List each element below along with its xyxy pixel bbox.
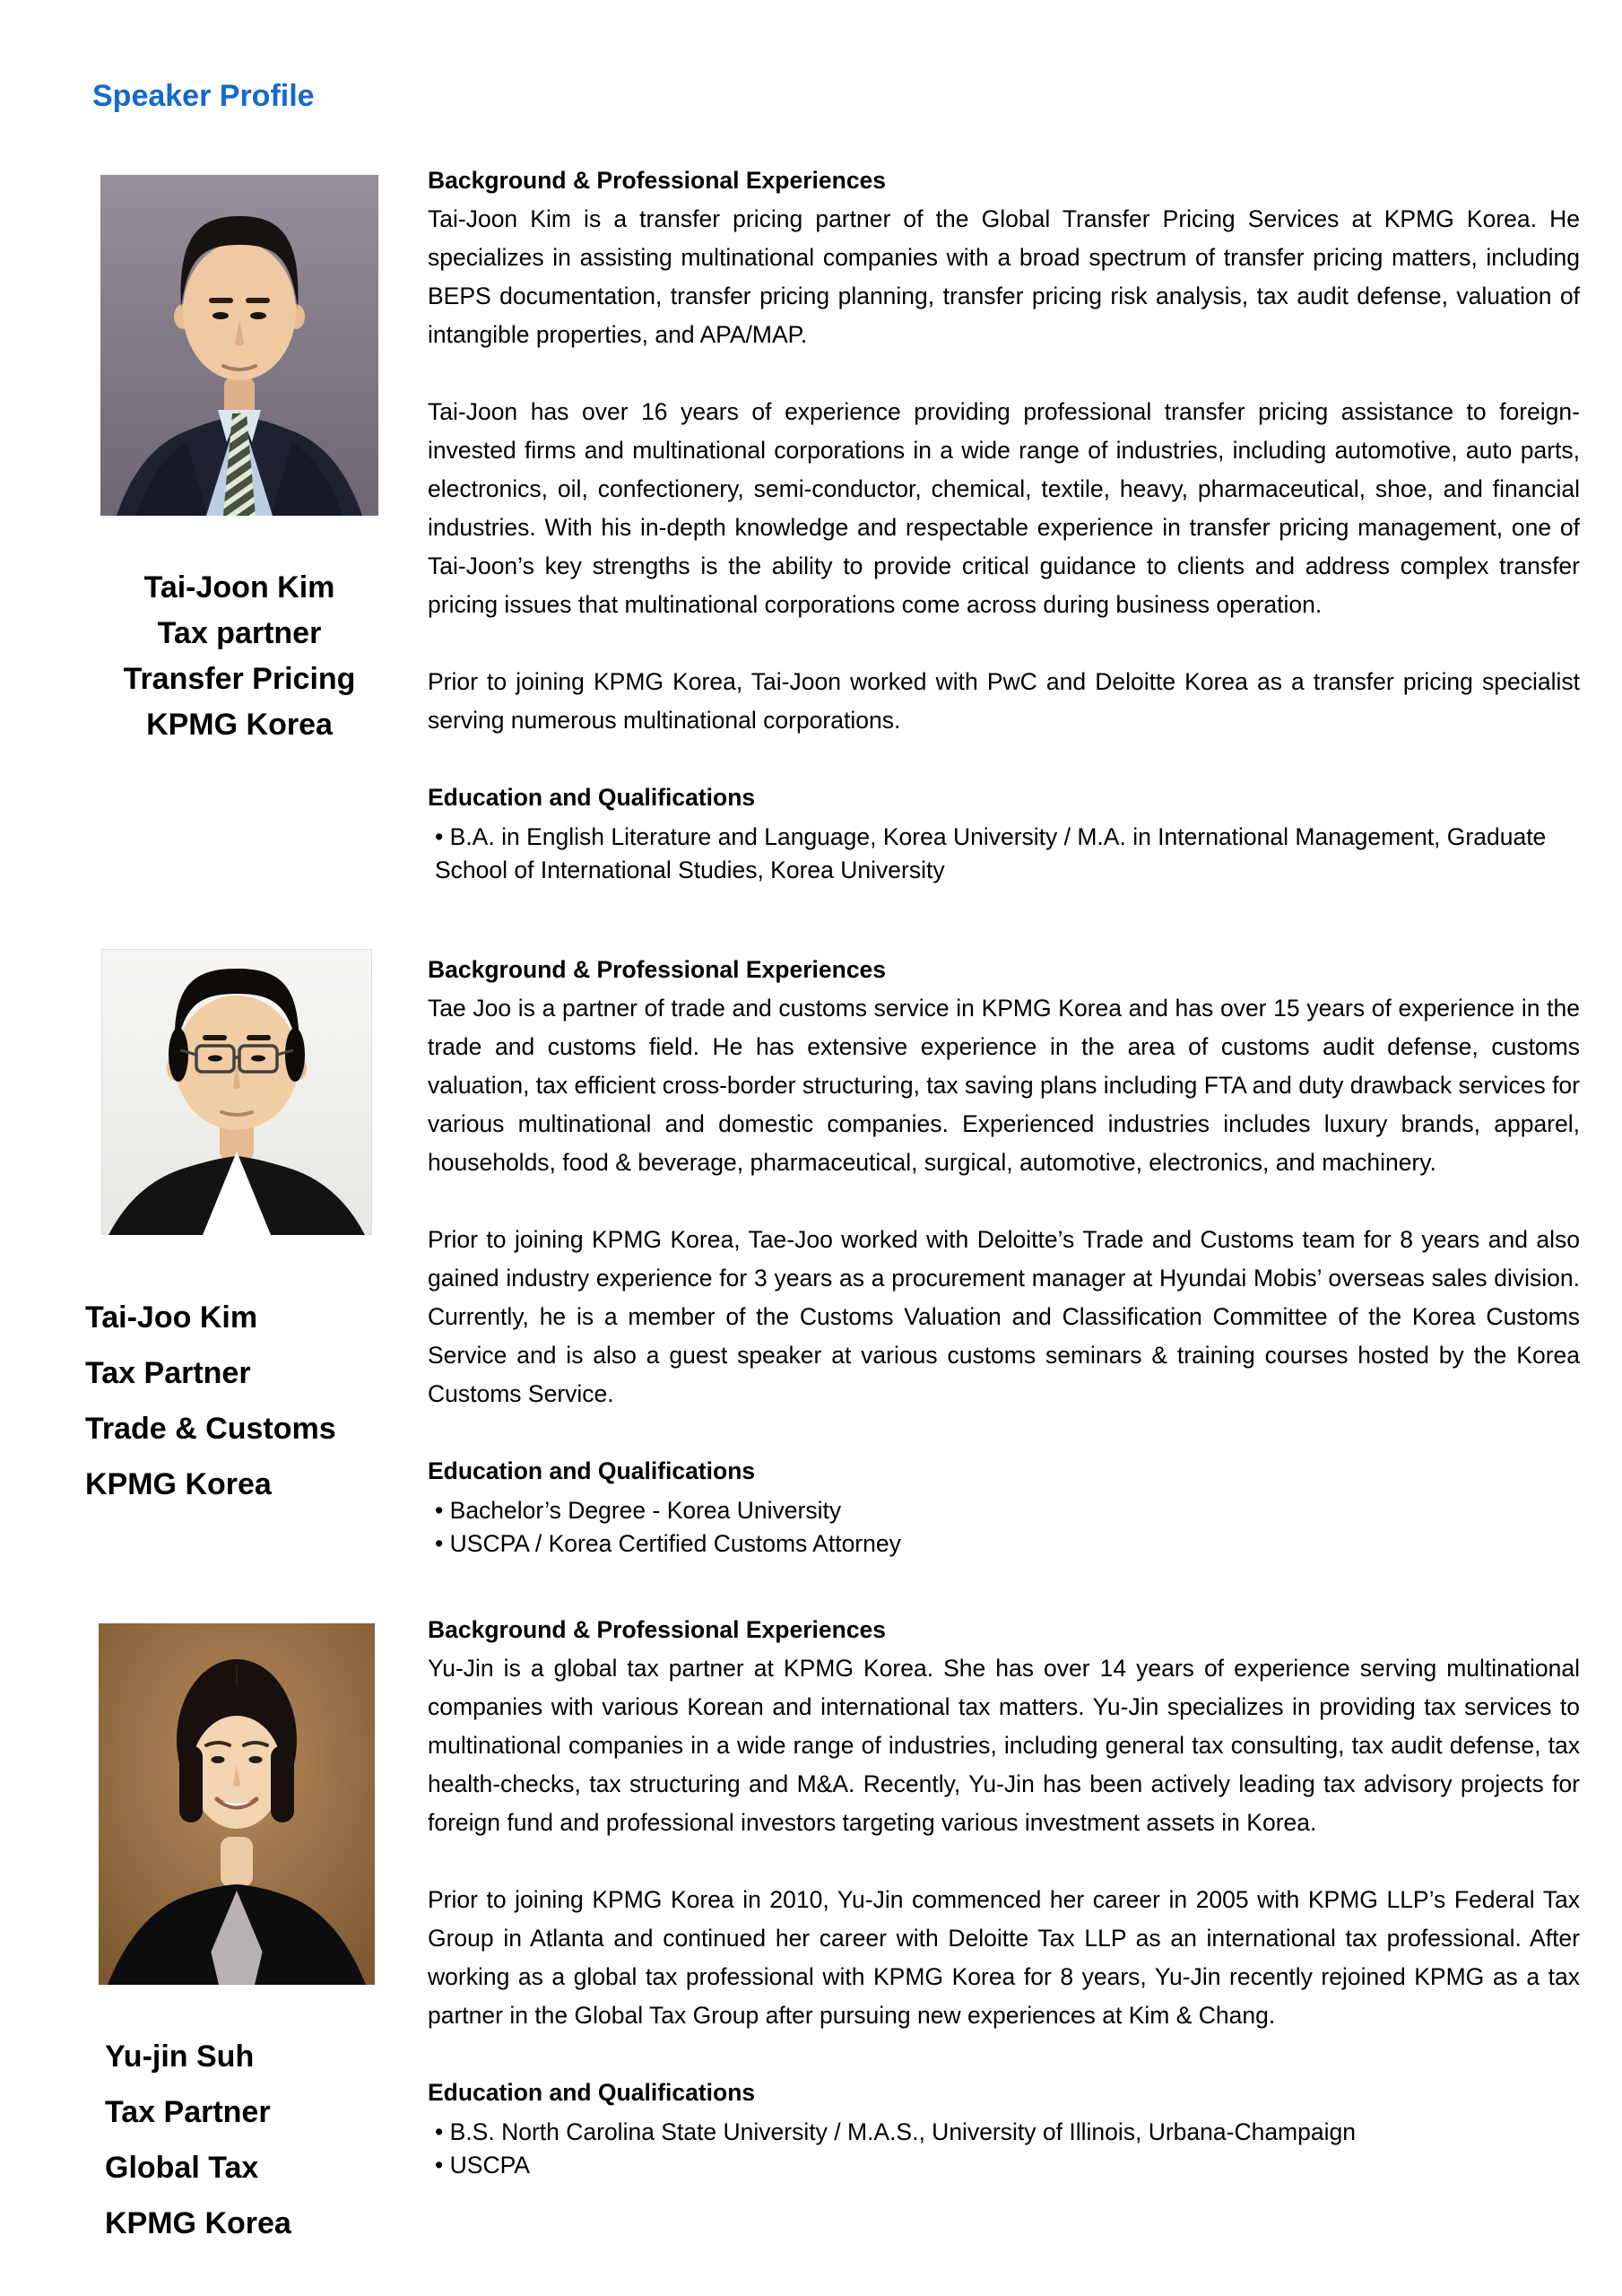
education-item: • USCPA / Korea Certified Customs Attorney (435, 1530, 901, 1557)
speaker-photo-yu-jin-suh (99, 1623, 375, 1985)
speaker-name-block-tai-joo-kim (85, 1290, 336, 1512)
portrait-woman-bob-hair (99, 1623, 375, 1985)
education-heading: Education and Qualifications (428, 1457, 756, 1484)
education-item: • B.S. North Carolina State University / M.A.S., University of Illinois, Urbana-Champaign (435, 2118, 1356, 2145)
speaker-title: Tax Partner (85, 1356, 251, 1390)
background-heading: Background & Professional Experiences (428, 167, 887, 194)
speaker-title: Tax partner (157, 616, 322, 650)
speaker-team: Global Tax (105, 2151, 259, 2185)
education-list (428, 821, 1580, 887)
education-item: • B.A. in English Literature and Language, Korea University / M.A. in International Management, Graduate School of International Studies, Korea University (435, 823, 1547, 883)
page-title: Speaker Profile (92, 79, 315, 113)
education-list (428, 2116, 1580, 2182)
background-paragraph: Tai-Joon Kim is a transfer pricing partner of the Global Transfer Pricing Services at KPMG Korea. He specializes in assisting multinational companies with a broad spectrum of transfer pricing matters, including BEPS documentation, transfer pricing planning, transfer pricing risk analysis, tax audit defense, valuation of intangible properties, and APA/MAP. (428, 205, 1580, 348)
speaker-name-block-yu-jin-suh (105, 2029, 291, 2251)
speaker-name-block-tai-joon-kim (100, 565, 378, 748)
speaker-name: Tai-Joo Kim (85, 1300, 258, 1335)
background-heading: Background & Professional Experiences (428, 1616, 887, 1643)
speaker-name: Tai-Joon Kim (143, 570, 335, 604)
portrait-man-striped-tie (100, 175, 378, 516)
speaker-team: Transfer Pricing (123, 662, 356, 696)
education-item: • Bachelor’s Degree - Korea University (435, 1497, 842, 1524)
speaker-photo-tai-joon-kim (100, 175, 378, 516)
speaker-title: Tax Partner (105, 2095, 271, 2129)
profile-text-tai-joo-kim (428, 951, 1580, 1561)
profile-text-tai-joon-kim (428, 161, 1580, 887)
background-paragraph: Prior to joining KPMG Korea in 2010, Yu-Jin commenced her career in 2005 with KPMG LLP’s Federal Tax Group in Atlanta and continued her career with Deloitte Tax LLP as an international tax professional. After working as a global tax professional with KPMG Korea for 8 years, Yu-Jin recently rejoined KPMG as a tax partner in the Global Tax Group after pursuing new experiences at Kim & Chang. (428, 1886, 1580, 2029)
education-heading: Education and Qualifications (428, 784, 756, 811)
speaker-team: Trade & Customs (85, 1412, 336, 1446)
background-heading: Background & Professional Experiences (428, 956, 887, 983)
speaker-company: KPMG Korea (146, 708, 333, 742)
portrait-man-glasses (101, 949, 372, 1235)
background-paragraph: Prior to joining KPMG Korea, Tae-Joo worked with Deloitte’s Trade and Customs team for 8 years and also gained industry experience for 3 years as a procurement manager at Hyundai Mobis’ overseas sales division. Currently, he is a member of the Customs Valuation and Classification Committee of the Korea Customs Service and is also a guest speaker at various customs seminars & training courses hosted by the Korea Customs Service. (428, 1226, 1580, 1407)
background-paragraph: Tae Joo is a partner of trade and customs service in KPMG Korea and has over 15 years of experience in the trade and customs field. He has extensive experience in the area of customs audit defense, customs valuation, tax efficient cross-border structuring, tax saving plans including FTA and duty drawback services for various multinational and domestic companies. Experienced industries includes luxury brands, apparel, households, food & beverage, pharmaceutical, surgical, automotive, electronics, and machinery. (428, 995, 1580, 1176)
speaker-name: Yu-jin Suh (105, 2039, 255, 2074)
speaker-company: KPMG Korea (105, 2206, 291, 2240)
education-heading: Education and Qualifications (428, 2079, 756, 2106)
speaker-photo-tai-joo-kim (101, 949, 372, 1235)
education-list (428, 1494, 1580, 1561)
profile-text-yu-jin-suh (428, 1611, 1580, 2182)
background-paragraph: Tai-Joon has over 16 years of experience providing professional transfer pricing assistance to foreign-invested firms and multinational corporations in a wide range of industries, including automotive, auto parts, electronics, oil, confectionery, semi-conductor, chemical, textile, heavy, pharmaceutical, shoe, and financial industries. With his in-depth knowledge and respectable experience in transfer pricing management, one of Tai-Joon’s key strengths is the ability to provide critical guidance to clients and address complex transfer pricing issues that multinational corporations come across during business operation. (428, 398, 1580, 618)
speaker-company: KPMG Korea (85, 1467, 272, 1501)
education-item: • USCPA (435, 2152, 530, 2179)
background-paragraph: Prior to joining KPMG Korea, Tai-Joon worked with PwC and Deloitte Korea as a transfer pricing specialist serving numerous multinational corporations. (428, 668, 1580, 734)
background-paragraph: Yu-Jin is a global tax partner at KPMG Korea. She has over 14 years of experience serving multinational companies with various Korean and international tax matters. Yu-Jin specializes in providing tax services to multinational companies in a wide range of industries, including general tax consulting, tax audit defense, tax health-checks, tax structuring and M&A. Recently, Yu-Jin has been actively leading tax advisory projects for foreign fund and professional investors targeting various investment assets in Korea. (428, 1655, 1580, 1836)
